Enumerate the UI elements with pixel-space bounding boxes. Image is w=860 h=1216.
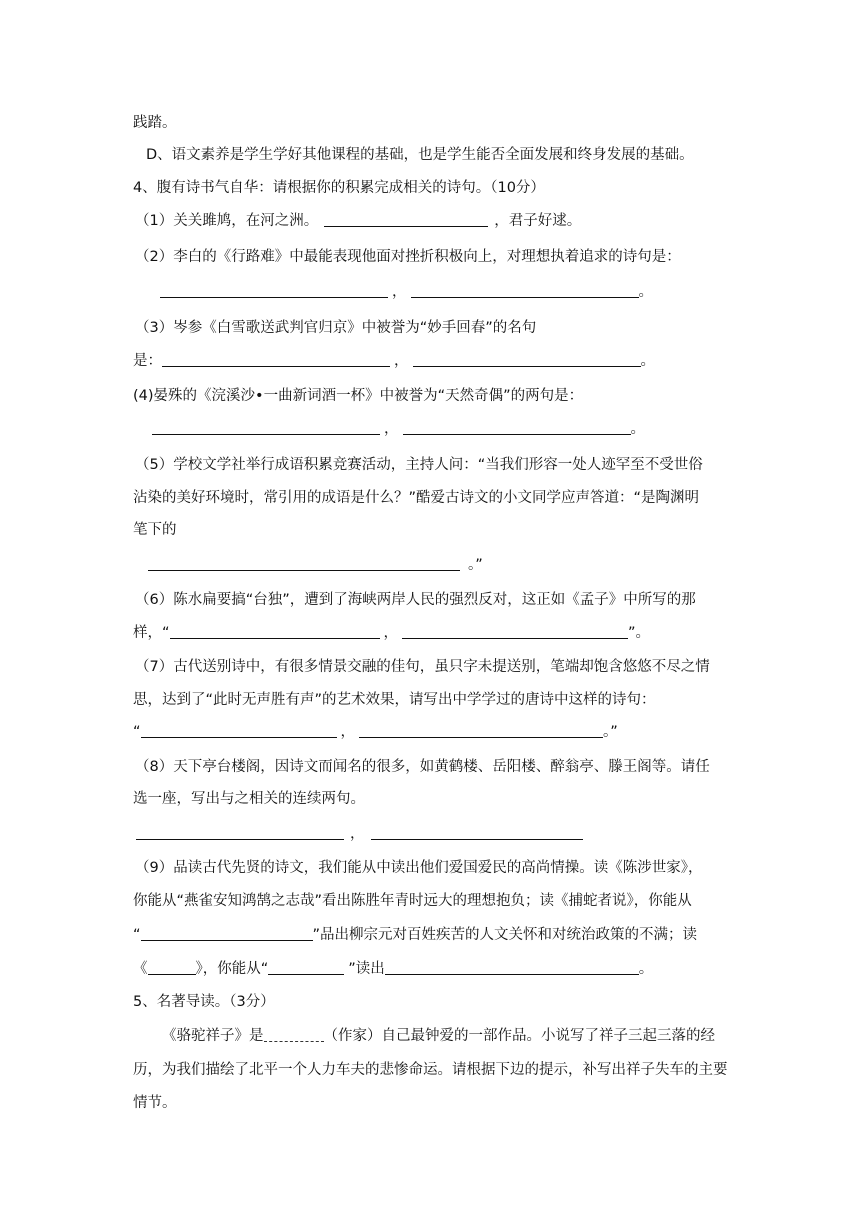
text: ”品出柳宗元对百姓疾苦的人文关怀和对统治政策的不满；读 <box>312 927 698 943</box>
text-line: 践踏。 <box>133 115 177 131</box>
answer-blank[interactable] <box>413 352 641 367</box>
text-line: D、语文素养是学生学好其他课程的基础，也是学生能否全面发展和终身发展的基础。 <box>146 147 694 163</box>
text-line <box>162 1026 715 1046</box>
text: “ <box>133 927 141 943</box>
answer-blank[interactable] <box>136 825 344 840</box>
text: ”。 <box>628 625 651 641</box>
text: （作家）自己最钟爱的一部作品。小说写了祥子三起三落的经 <box>323 1028 715 1044</box>
text: 》，你能从“ <box>195 961 269 977</box>
question-item: （7）古代送别诗中，有很多情景交融的佳句，虽只字未提送别，笔端却饱含悠悠不尽之情 <box>135 659 710 675</box>
text: “ <box>133 724 141 740</box>
answer-blank[interactable] <box>162 352 390 367</box>
answer-blank[interactable] <box>268 960 344 975</box>
answer-blank[interactable] <box>141 926 313 941</box>
text: 。” <box>603 724 618 740</box>
question-item: （2）李白的《行路难》中最能表现他面对挫折积极向上，对理想执着追求的诗句是： <box>135 249 681 265</box>
question-item: （9）品读古代先贤的诗文，我们能从中读出他们爱国爱民的高尚情操。读《陈涉世家》， <box>135 860 703 876</box>
answer-blank[interactable] <box>403 420 631 435</box>
answer-line <box>133 722 618 742</box>
text-line: 你能从“燕雀安知鸿鹄之志哉”看出陈胜年青时远大的理想抱负；读《捕蛇者说》，你能从 <box>133 893 692 909</box>
answer-blank[interactable] <box>411 283 639 298</box>
answer-blank[interactable] <box>402 624 628 639</box>
text: 《骆驼祥子》是 <box>162 1028 264 1044</box>
answer-line <box>152 419 645 439</box>
text: 。 <box>640 353 655 369</box>
answer-blank[interactable] <box>385 960 639 975</box>
answer-line <box>133 623 650 643</box>
text-line: 情节。 <box>133 1095 177 1111</box>
answer-blank[interactable] <box>359 723 603 738</box>
text-line: 选一座，写出与之相关的连续两句。 <box>133 791 365 807</box>
text-line: 笔下的 <box>133 522 177 538</box>
answer-line <box>133 925 697 945</box>
question-title: 4、腹有诗书气自华：请根据你的积累完成相关的诗句。（10分） <box>133 180 545 196</box>
question-title: 5、名著导读。（3分） <box>133 994 275 1010</box>
text: ， <box>340 724 356 740</box>
answer-line <box>133 351 655 371</box>
text: 。 <box>630 421 645 437</box>
answer-line <box>136 824 583 844</box>
answer-blank[interactable] <box>148 960 196 975</box>
text: ， <box>394 353 409 369</box>
question-item: (4)晏殊的《浣溪沙•一曲新词酒一杯》中被誉为“天然奇偶”的两句是： <box>133 388 584 404</box>
text: ， <box>350 826 365 842</box>
answer-blank[interactable] <box>170 624 380 639</box>
answer-blank[interactable] <box>152 420 380 435</box>
text-line: 思，达到了“此时无声胜有声”的艺术效果，请写出中学学过的唐诗中这样的诗句： <box>133 692 656 708</box>
text: ， <box>384 421 399 437</box>
text: 。 <box>638 284 653 300</box>
answer-blank[interactable] <box>141 723 337 738</box>
answer-line <box>148 555 483 575</box>
text-line: 沾染的美好环境时，常引用的成语是什么？”酷爱古诗文的小文同学应声答道：“是陶渊明 <box>133 490 700 506</box>
text: 《 <box>133 961 148 977</box>
text: 是： <box>133 353 162 369</box>
question-item <box>135 211 581 231</box>
question-item: （8）天下亭台楼阁，因诗文而闻名的很多，如黄鹤楼、岳阳楼、醉翁亭、滕王阁等。请任 <box>135 759 710 775</box>
text: （1）关关雎鸠，在河之洲。 <box>135 213 319 229</box>
answer-blank[interactable] <box>371 825 583 840</box>
answer-blank[interactable] <box>148 556 460 571</box>
question-item: （6）陈水扁要搞“台独”，遭到了海峡两岸人民的强烈反对，这正如《孟子》中所写的那 <box>135 592 696 608</box>
answer-blank[interactable] <box>324 212 488 227</box>
answer-line <box>160 282 653 302</box>
text: 。 <box>638 961 654 977</box>
answer-blank[interactable] <box>264 1027 324 1042</box>
text: 。” <box>468 557 483 573</box>
text: ， <box>383 625 399 641</box>
answer-blank[interactable] <box>160 283 388 298</box>
text: ， <box>392 284 407 300</box>
question-item: （5）学校文学社举行成语积累竞赛活动，主持人问：“当我们形容一处人迹罕至不受世俗 <box>135 457 703 473</box>
question-item: （3）岑参《白雪歌送武判官归京》中被誉为“妙手回春”的名句 <box>135 320 537 336</box>
text-line: 历，为我们描绘了北平一个人力车夫的悲惨命运。请根据下边的提示，补写出祥子失车的主要 <box>133 1062 728 1078</box>
text: 样，“ <box>133 625 170 641</box>
answer-line <box>133 959 653 979</box>
text: ”读出 <box>348 961 385 977</box>
text: ，君子好逑。 <box>494 213 582 229</box>
